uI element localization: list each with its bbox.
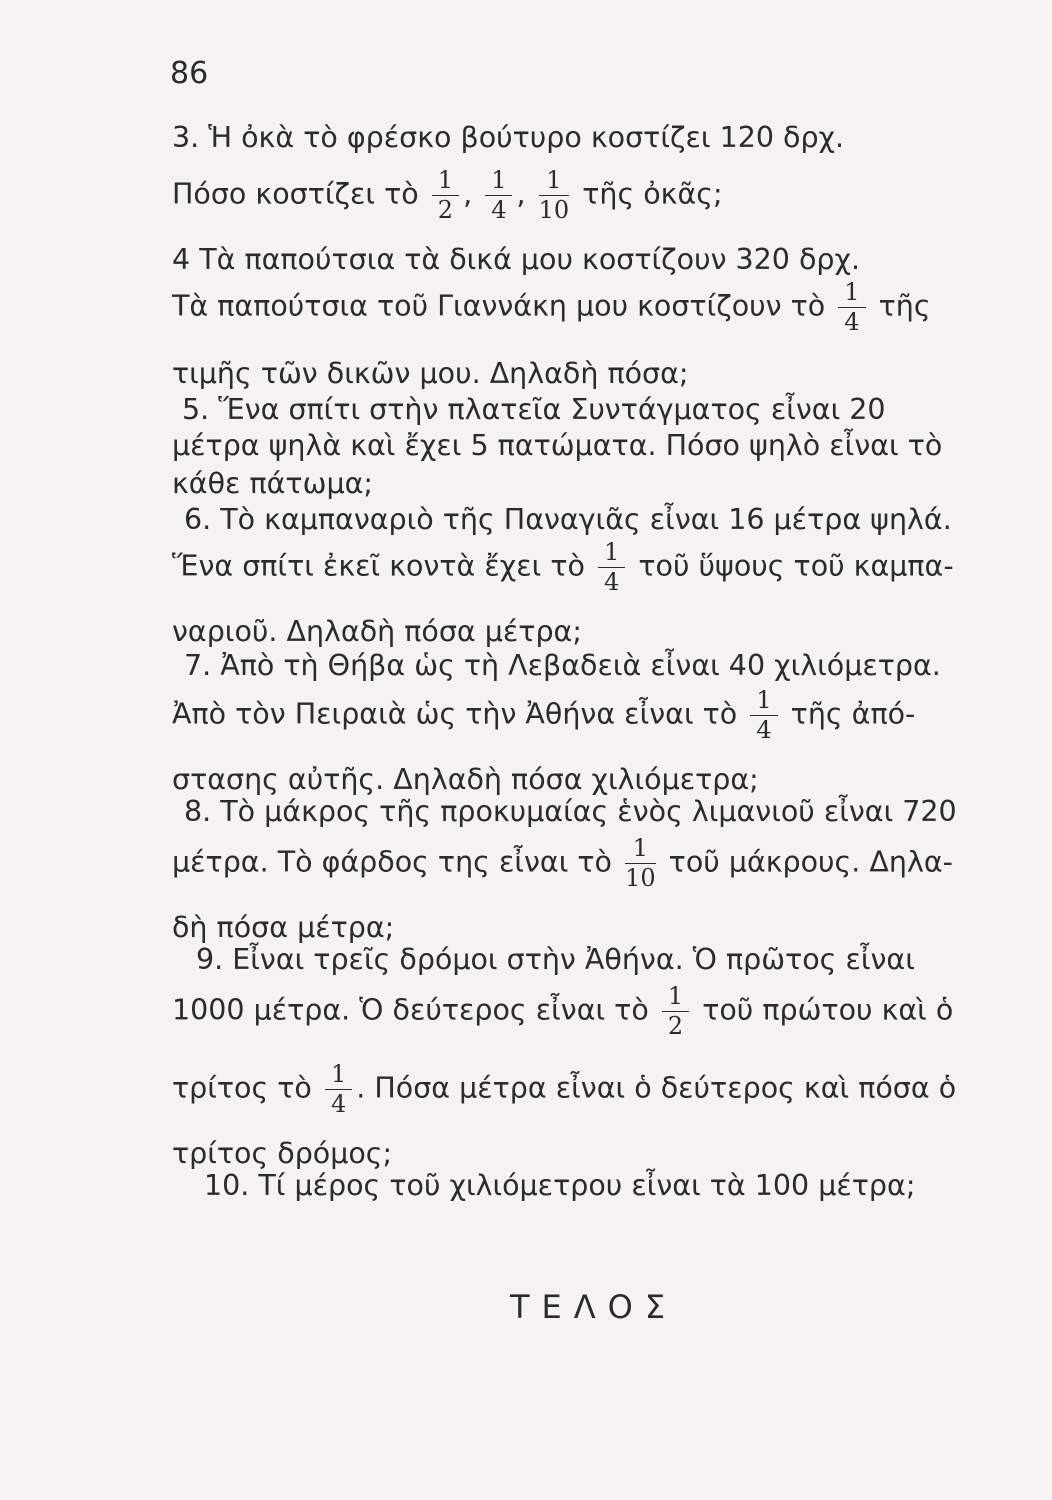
problem-4-line-1: 4 Τὰ παπούτσια τὰ δικά μου κοστίζουν 320 δρχ. (172, 243, 861, 276)
problem-4-line-3: τιμῆς τῶν δικῶν μου. Δηλαδὴ πόσα; (172, 357, 689, 390)
problem-3-text-pre: Πόσο κοστίζει τὸ (172, 177, 419, 211)
problem-6-line-2: Ἕνα σπίτι ἐκεῖ κοντὰ ἔχει τὸ $\frac{1}{4}$ τοῦ ὕψους τοῦ καμπα- (172, 538, 954, 597)
fraction-one-quarter: $\frac{1}{4}$ (485, 168, 512, 223)
problem-7-line-1: 7. Ἀπὸ τὴ Θήβα ὡς τὴ Λεβαδειὰ εἶναι 40 χιλιόμετρα. (184, 649, 941, 682)
problem-8-line-1: 8. Τὸ μάκρος τῆς προκυμαίας ἑνὸς λιμανιοῦ εἶναι 720 (184, 795, 957, 828)
end-title: ΤΕΛΟΣ (510, 1288, 678, 1326)
problem-5-line-1: 5. Ἕνα σπίτι στὴν πλατεῖα Συντάγματος εἶναι 20 (182, 393, 886, 426)
problem-5-line-2: μέτρα ψηλὰ καὶ ἔχει 5 πατώματα. Πόσο ψηλὸ εἶναι τὸ (172, 429, 943, 462)
problem-3-line-1: 3. Ἡ ὀκὰ τὸ φρέσκο βούτυρο κοστίζει 120 δρχ. (172, 121, 845, 154)
fraction-one-tenth: $\frac{1}{10}$ (625, 834, 656, 893)
fraction-one-quarter: $\frac{1}{4}$ (750, 688, 777, 743)
problem-8-line-3: δὴ πόσα μέτρα; (172, 911, 395, 944)
problem-9-line-3: τρίτος τὸ $\frac{1}{4}$ . Πόσα μέτρα εἶναι ὁ δεύτερος καὶ πόσα ὁ (172, 1060, 957, 1119)
fraction-one-quarter: $\frac{1}{4}$ (325, 1062, 352, 1117)
problem-4-line-2: Τὰ παπούτσια τοῦ Γιαννάκη μου κοστίζουν τὸ $\frac{1}{4}$ τῆς (172, 278, 931, 337)
fraction-one-half: $\frac{1}{2}$ (662, 984, 689, 1039)
problem-7-line-3: στασης αὐτῆς. Δηλαδὴ πόσα χιλιόμετρα; (172, 763, 759, 796)
fraction-one-half: $\frac{1}{2}$ (432, 168, 459, 223)
fraction-one-quarter: $\frac{1}{4}$ (838, 280, 865, 335)
problem-6-line-3: ναριοῦ. Δηλαδὴ πόσα μέτρα; (172, 615, 582, 648)
problem-9-line-4: τρίτος δρόμος; (172, 1137, 393, 1170)
problem-6-line-1: 6. Τὸ καμπαναριὸ τῆς Παναγιᾶς εἶναι 16 μέτρα ψηλά. (184, 503, 952, 536)
page-number: 86 (170, 56, 209, 91)
fraction-one-tenth: $\frac{1}{10}$ (538, 166, 570, 225)
problem-9-line-1: 9. Εἶναι τρεῖς δρόμοι στὴν Ἀθήνα. Ὁ πρῶτος εἶναι (196, 943, 915, 976)
problem-5-line-3: κάθε πάτωμα; (172, 467, 373, 500)
problem-8-line-2: μέτρα. Τὸ φάρδος της εἶναι τὸ $\frac{1}{10}$ τοῦ μάκρους. Δηλα- (172, 834, 953, 893)
problem-3-text-post: τῆς ὀκᾶς; (582, 177, 723, 211)
problem-7-line-2: Ἀπὸ τὸν Πειραιὰ ὡς τὴν Ἀθήνα εἶναι τὸ $\frac{1}{4}$ τῆς ἀπό- (172, 686, 916, 745)
problem-3-line-2: Πόσο κοστίζει τὸ $\frac{1}{2}$ , $\frac{1}{4}$ , $\frac{1}{10}$ τῆς ὀκᾶς; (172, 166, 723, 225)
fraction-one-quarter: $\frac{1}{4}$ (598, 540, 625, 595)
problem-9-line-2: 1000 μέτρα. Ὁ δεύτερος εἶναι τὸ $\frac{1}{2}$ τοῦ πρώτου καὶ ὁ (172, 982, 954, 1041)
problem-10-line-1: 10. Τί μέρος τοῦ χιλιόμετρου εἶναι τὰ 100 μέτρα; (204, 1169, 916, 1202)
